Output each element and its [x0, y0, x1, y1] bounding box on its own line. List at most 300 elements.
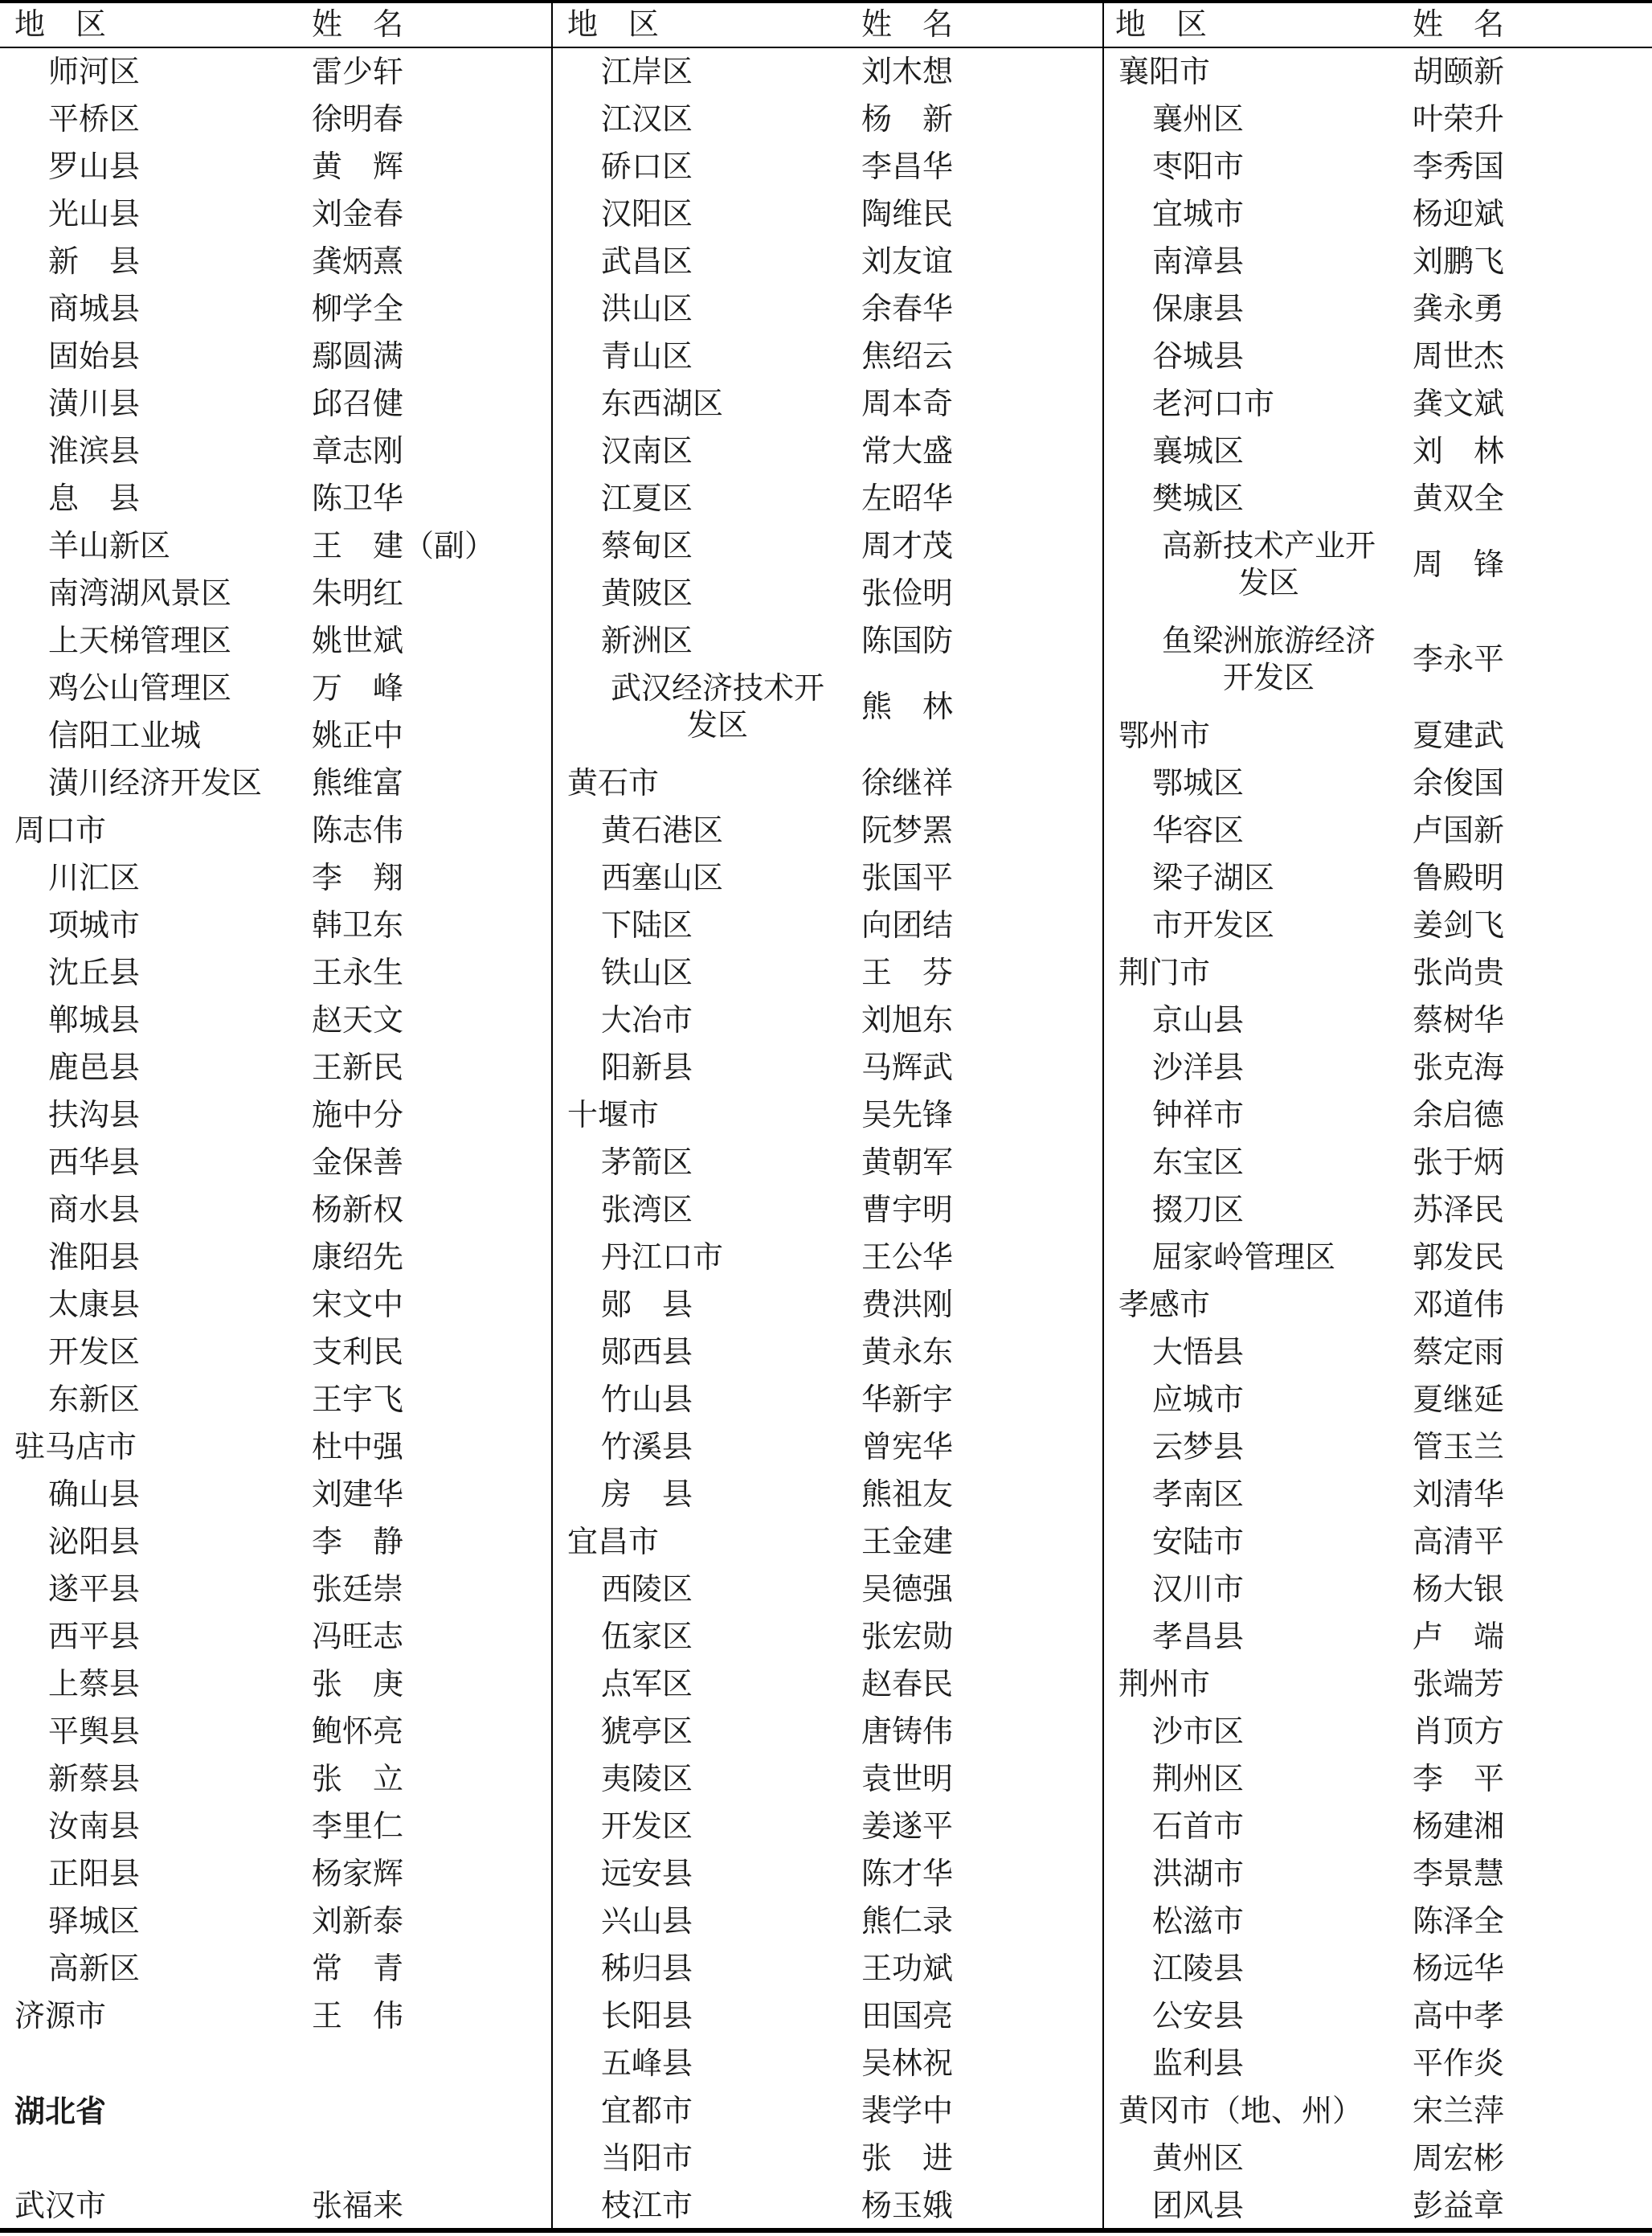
name-cell: 韩卫东	[312, 907, 404, 943]
region-cell: 羊山新区	[48, 528, 171, 563]
region-cell: 孝南区	[1152, 1476, 1245, 1512]
region-cell: 铁山区	[601, 955, 693, 990]
name-cell: 彭益章	[1413, 2188, 1505, 2223]
name-cell: 李 平	[1413, 1761, 1505, 1796]
table-row	[1104, 1945, 1652, 1992]
table-row	[1104, 522, 1652, 617]
region-cell: 点军区	[601, 1666, 693, 1702]
name-cell: 徐明春	[312, 101, 404, 137]
name-cell: 万 峰	[312, 670, 404, 706]
table-row	[553, 96, 1104, 143]
name-cell: 余春华	[861, 291, 954, 326]
region-cell: 潢川县	[48, 386, 141, 421]
table-column	[1104, 0, 1652, 2228]
name-cell: 鲁殿明	[1413, 860, 1505, 895]
name-cell: 杨家辉	[312, 1856, 404, 1891]
table-row	[1104, 1850, 1652, 1898]
table-row	[1104, 1234, 1652, 1281]
region-cell: 房 县	[601, 1476, 693, 1512]
region-cell: 洪山区	[601, 291, 693, 326]
region-cell: 青山区	[601, 338, 693, 374]
name-cell: 刘清华	[1413, 1476, 1505, 1512]
region-header: 地 区	[567, 6, 660, 42]
region-cell: 郧 县	[601, 1287, 693, 1322]
region-cell: 湖北省	[14, 2093, 107, 2129]
table-row	[0, 143, 551, 190]
region-cell: 淮阳县	[48, 1239, 141, 1275]
name-cell: 管玉兰	[1413, 1429, 1505, 1464]
region-cell: 高新区	[48, 1951, 141, 1986]
name-cell: 周 锋	[1413, 547, 1505, 582]
region-header: 地 区	[1115, 6, 1208, 42]
region-cell: 孝昌县	[1152, 1619, 1245, 1654]
region-cell: 东宝区	[1152, 1145, 1245, 1180]
table-row	[0, 2182, 551, 2230]
name-cell: 蔡定雨	[1413, 1334, 1505, 1370]
table-row	[0, 1234, 551, 1281]
name-cell: 费洪刚	[861, 1287, 954, 1322]
region-cell: 江岸区	[601, 54, 693, 89]
table-row	[553, 1661, 1104, 1708]
region-cell: 汉川市	[1152, 1571, 1245, 1607]
name-cell: 黄双全	[1413, 481, 1505, 516]
table-row	[1104, 190, 1652, 238]
name-cell: 王 建（副）	[312, 528, 496, 563]
region-cell: 鹿邑县	[48, 1050, 141, 1085]
table-row	[0, 2040, 551, 2087]
name-cell: 刘鹏飞	[1413, 244, 1505, 279]
table-row	[0, 2087, 551, 2135]
name-cell: 邱召健	[312, 386, 404, 421]
name-cell: 曹宇明	[861, 1192, 954, 1227]
table-row	[1104, 2040, 1652, 2087]
region-cell: 沙市区	[1152, 1714, 1245, 1749]
region-header: 地 区	[14, 6, 107, 42]
region-cell: 远安县	[601, 1856, 693, 1891]
name-cell: 柳学全	[312, 291, 404, 326]
table-row	[1104, 1566, 1652, 1613]
name-cell: 金保善	[312, 1145, 404, 1180]
table-row	[1104, 997, 1652, 1044]
column-header	[1104, 0, 1652, 47]
table-row	[553, 48, 1104, 96]
region-cell: 开发区	[48, 1334, 141, 1370]
name-cell: 张 庚	[312, 1666, 404, 1702]
table-row	[553, 2135, 1104, 2182]
name-cell: 苏泽民	[1413, 1192, 1505, 1227]
table-row	[553, 949, 1104, 997]
table-row	[1104, 1329, 1652, 1376]
region-cell: 沙洋县	[1152, 1050, 1245, 1085]
name-cell: 胡颐新	[1413, 54, 1505, 89]
table-column	[0, 0, 551, 2228]
region-cell: 枝江市	[601, 2188, 693, 2223]
region-cell: 公安县	[1152, 1998, 1245, 2033]
region-cell: 大悟县	[1152, 1334, 1245, 1370]
name-cell: 张端芳	[1413, 1666, 1505, 1702]
region-cell: 川汇区	[48, 860, 141, 895]
name-cell: 杨大银	[1413, 1571, 1505, 1607]
region-cell: 平桥区	[48, 101, 141, 137]
table-row	[1104, 1898, 1652, 1945]
table-row	[1104, 760, 1652, 807]
region-cell: 驻马店市	[14, 1429, 137, 1464]
region-cell: 西平县	[48, 1619, 141, 1654]
name-cell: 王 伟	[312, 1998, 404, 2033]
region-cell: 郧西县	[601, 1334, 693, 1370]
table-row	[553, 522, 1104, 570]
name-cell: 郭发民	[1413, 1239, 1505, 1275]
table-row	[1104, 1661, 1652, 1708]
table-row	[553, 190, 1104, 238]
region-cell: 黄州区	[1152, 2140, 1245, 2176]
region-cell: 光山县	[48, 196, 141, 231]
table-row	[1104, 617, 1652, 712]
table-row	[0, 1850, 551, 1898]
table-row	[0, 522, 551, 570]
region-cell: 鸡公山管理区	[48, 670, 232, 706]
region-cell: 高新技术产业开发区	[1161, 528, 1376, 600]
region-cell: 项城市	[48, 907, 141, 943]
name-header: 姓 名	[861, 6, 954, 42]
region-cell: 郸城县	[48, 1002, 141, 1038]
region-cell: 华容区	[1152, 813, 1245, 848]
region-cell: 西塞山区	[601, 860, 724, 895]
table-row	[0, 1803, 551, 1850]
table-row	[0, 190, 551, 238]
table-row	[1104, 2135, 1652, 2182]
region-cell: 平舆县	[48, 1714, 141, 1749]
name-cell: 陈才华	[861, 1856, 954, 1891]
region-cell: 新 县	[48, 244, 141, 279]
region-cell: 汉阳区	[601, 196, 693, 231]
table-row	[553, 1518, 1104, 1566]
table-row	[553, 1139, 1104, 1186]
region-cell: 新洲区	[601, 623, 693, 658]
table-row	[553, 1281, 1104, 1329]
name-cell: 袁世明	[861, 1761, 954, 1796]
region-cell: 江陵县	[1152, 1951, 1245, 1986]
name-cell: 王金建	[861, 1524, 954, 1559]
name-cell: 陈国防	[861, 623, 954, 658]
name-cell: 刘金春	[312, 196, 404, 231]
name-cell: 王永生	[312, 955, 404, 990]
column-header	[0, 0, 551, 47]
region-cell: 固始县	[48, 338, 141, 374]
name-cell: 张廷崇	[312, 1571, 404, 1607]
name-header: 姓 名	[1413, 6, 1505, 42]
table-row	[553, 1708, 1104, 1755]
region-cell: 江汉区	[601, 101, 693, 137]
region-cell: 十堰市	[567, 1097, 660, 1132]
name-cell: 田国亮	[861, 1998, 954, 2033]
table-row	[0, 807, 551, 854]
table-row	[0, 238, 551, 285]
table-row	[1104, 143, 1652, 190]
name-cell: 张于炳	[1413, 1145, 1505, 1180]
table-row	[0, 1044, 551, 1091]
name-cell: 鲍怀亮	[312, 1714, 404, 1749]
table-row	[1104, 1471, 1652, 1518]
region-cell: 汝南县	[48, 1808, 141, 1844]
table-row	[0, 712, 551, 760]
region-cell: 猇亭区	[601, 1714, 693, 1749]
region-cell: 师河区	[48, 54, 141, 89]
region-cell: 黄石港区	[601, 813, 724, 848]
region-cell: 荆州市	[1118, 1666, 1211, 1702]
region-cell: 安陆市	[1152, 1524, 1245, 1559]
region-cell: 泌阳县	[48, 1524, 141, 1559]
table-row	[553, 333, 1104, 380]
name-cell: 卢国新	[1413, 813, 1505, 848]
table-row	[0, 1376, 551, 1423]
table-row	[553, 854, 1104, 902]
name-cell: 熊祖友	[861, 1476, 954, 1512]
name-cell: 杨玉娥	[861, 2188, 954, 2223]
table-row	[553, 428, 1104, 475]
table-row	[553, 1091, 1104, 1139]
table-row	[0, 333, 551, 380]
region-cell: 扶沟县	[48, 1097, 141, 1132]
table-row	[0, 617, 551, 665]
table-row	[1104, 1755, 1652, 1803]
name-cell: 鄢圆满	[312, 338, 404, 374]
region-cell: 襄城区	[1152, 433, 1245, 469]
name-cell: 朱明红	[312, 575, 404, 611]
table-row	[553, 143, 1104, 190]
name-cell: 王 芬	[861, 955, 954, 990]
table-row	[553, 2182, 1104, 2230]
name-cell: 姚正中	[312, 718, 404, 753]
region-cell: 当阳市	[601, 2140, 693, 2176]
region-cell: 上天梯管理区	[48, 623, 232, 658]
name-cell: 张尚贵	[1413, 955, 1505, 990]
table-row	[553, 1803, 1104, 1850]
region-cell: 应城市	[1152, 1382, 1245, 1417]
table-row	[0, 2135, 551, 2182]
name-cell: 焦绍云	[861, 338, 954, 374]
region-cell: 下陆区	[601, 907, 693, 943]
table-row	[0, 854, 551, 902]
table-row	[553, 617, 1104, 665]
region-cell: 宜昌市	[567, 1524, 660, 1559]
name-cell: 黄朝军	[861, 1145, 954, 1180]
region-cell: 五峰县	[601, 2046, 693, 2081]
region-cell: 市开发区	[1152, 907, 1275, 943]
table-row	[553, 1329, 1104, 1376]
table-column	[553, 0, 1104, 2228]
region-cell: 商城县	[48, 291, 141, 326]
name-cell: 周宏彬	[1413, 2140, 1505, 2176]
table-row	[0, 1661, 551, 1708]
table-row	[0, 1186, 551, 1234]
region-cell: 保康县	[1152, 291, 1245, 326]
table-row	[1104, 807, 1652, 854]
region-cell: 云梦县	[1152, 1429, 1245, 1464]
table-row	[1104, 380, 1652, 428]
region-cell: 武汉经济技术开发区	[610, 670, 824, 743]
name-header: 姓 名	[312, 6, 404, 42]
region-cell: 张湾区	[601, 1192, 693, 1227]
name-cell: 宋文中	[312, 1287, 404, 1322]
region-cell: 息 县	[48, 481, 141, 516]
table-row	[553, 1423, 1104, 1471]
table-row	[1104, 1186, 1652, 1234]
region-cell: 石首市	[1152, 1808, 1245, 1844]
name-cell: 张克海	[1413, 1050, 1505, 1085]
name-cell: 雷少轩	[312, 54, 404, 89]
name-cell: 康绍先	[312, 1239, 404, 1275]
table-row	[0, 1423, 551, 1471]
table-row	[553, 1186, 1104, 1234]
name-cell: 刘 林	[1413, 433, 1505, 469]
region-cell: 谷城县	[1152, 338, 1245, 374]
table-row	[553, 2040, 1104, 2087]
table-row	[0, 1566, 551, 1613]
name-cell: 刘新泰	[312, 1903, 404, 1939]
table-row	[1104, 96, 1652, 143]
table-row	[0, 380, 551, 428]
table-row	[553, 665, 1104, 760]
table-row	[1104, 1518, 1652, 1566]
name-cell: 姜剑飞	[1413, 907, 1505, 943]
name-cell: 向团结	[861, 907, 954, 943]
name-cell: 陈泽全	[1413, 1903, 1505, 1939]
region-cell: 东新区	[48, 1382, 141, 1417]
name-cell: 龚炳熹	[312, 244, 404, 279]
name-cell: 杜中强	[312, 1429, 404, 1464]
region-cell: 大冶市	[601, 1002, 693, 1038]
table-row	[1104, 1803, 1652, 1850]
table-row	[0, 475, 551, 522]
region-cell: 驿城区	[48, 1903, 141, 1939]
table-row	[0, 1613, 551, 1661]
name-cell: 杨新权	[312, 1192, 404, 1227]
region-cell: 黄冈市（地、州）	[1118, 2093, 1364, 2128]
table-row	[0, 997, 551, 1044]
table-row	[553, 285, 1104, 333]
table-row	[0, 1755, 551, 1803]
region-cell: 监利县	[1152, 2046, 1245, 2081]
name-cell: 龚文斌	[1413, 386, 1505, 421]
region-cell: 孝感市	[1118, 1287, 1211, 1322]
region-cell: 西陵区	[601, 1571, 693, 1607]
region-cell: 兴山县	[601, 1903, 693, 1939]
name-cell: 卢 端	[1413, 1619, 1505, 1654]
region-cell: 周口市	[14, 813, 107, 848]
region-cell: 老河口市	[1152, 386, 1275, 421]
region-cell: 黄石市	[567, 765, 660, 801]
region-cell: 确山县	[48, 1476, 141, 1512]
region-cell: 屈家岭管理区	[1152, 1239, 1336, 1275]
table-row	[553, 902, 1104, 949]
name-cell: 李 静	[312, 1524, 404, 1559]
table-row	[1104, 1281, 1652, 1329]
table-row	[0, 1091, 551, 1139]
table-row	[553, 1613, 1104, 1661]
name-cell: 夏建武	[1413, 718, 1505, 753]
table-row	[0, 1708, 551, 1755]
table-row	[553, 380, 1104, 428]
table-row	[553, 1566, 1104, 1613]
name-cell: 邓道伟	[1413, 1287, 1505, 1322]
name-cell: 支利民	[312, 1334, 404, 1370]
region-cell: 襄州区	[1152, 101, 1245, 137]
name-cell: 冯旺志	[312, 1619, 404, 1654]
name-cell: 李 翔	[312, 860, 404, 895]
table-row	[1104, 333, 1652, 380]
table-row	[553, 475, 1104, 522]
name-cell: 熊仁录	[861, 1903, 954, 1939]
name-cell: 赵春民	[861, 1666, 954, 1702]
name-cell: 杨迎斌	[1413, 196, 1505, 231]
table-row	[0, 285, 551, 333]
name-cell: 宋兰萍	[1413, 2093, 1505, 2128]
table-row	[553, 807, 1104, 854]
table-row	[0, 1945, 551, 1992]
table-row	[1104, 48, 1652, 96]
region-cell: 正阳县	[48, 1856, 141, 1891]
region-cell: 商水县	[48, 1192, 141, 1227]
table-row	[553, 1044, 1104, 1091]
name-cell: 杨 新	[861, 101, 954, 137]
table-row	[1104, 1376, 1652, 1423]
table-row	[1104, 1091, 1652, 1139]
region-cell: 南湾湖风景区	[48, 575, 232, 611]
region-cell: 信阳工业城	[48, 718, 202, 753]
name-cell: 高清平	[1413, 1524, 1505, 1559]
table-row	[1104, 854, 1652, 902]
table-row	[1104, 1423, 1652, 1471]
name-cell: 徐继祥	[861, 765, 954, 801]
name-cell: 叶荣升	[1413, 101, 1505, 137]
region-cell: 松滋市	[1152, 1903, 1245, 1939]
name-cell: 刘友谊	[861, 244, 954, 279]
region-cell: 洪湖市	[1152, 1856, 1245, 1891]
table-row	[0, 949, 551, 997]
name-cell: 陶维民	[861, 196, 954, 231]
name-cell: 施中分	[312, 1097, 404, 1132]
table-row	[0, 1471, 551, 1518]
name-cell: 李秀国	[1413, 149, 1505, 184]
name-cell: 李昌华	[861, 149, 954, 184]
region-cell: 竹溪县	[601, 1429, 693, 1464]
table-row	[1104, 949, 1652, 997]
name-cell: 周世杰	[1413, 338, 1505, 374]
table-row	[0, 570, 551, 617]
region-cell: 宜都市	[601, 2093, 693, 2128]
region-cell: 潢川经济开发区	[48, 765, 263, 801]
name-cell: 刘建华	[312, 1476, 404, 1512]
table-row	[0, 1898, 551, 1945]
region-cell: 丹江口市	[601, 1239, 724, 1275]
name-cell: 常 青	[312, 1951, 404, 1986]
table-row	[1104, 712, 1652, 760]
region-cell: 掇刀区	[1152, 1192, 1245, 1227]
table-row	[553, 760, 1104, 807]
name-cell: 杨远华	[1413, 1951, 1505, 1986]
name-cell: 曾宪华	[861, 1429, 954, 1464]
table-row	[0, 96, 551, 143]
name-cell: 姚世斌	[312, 623, 404, 658]
table-row	[1104, 238, 1652, 285]
name-cell: 常大盛	[861, 433, 954, 469]
table-row	[0, 1281, 551, 1329]
region-cell: 长阳县	[601, 1998, 693, 2033]
name-cell: 陈志伟	[312, 813, 404, 848]
region-cell: 枣阳市	[1152, 149, 1245, 184]
name-cell: 刘旭东	[861, 1002, 954, 1038]
